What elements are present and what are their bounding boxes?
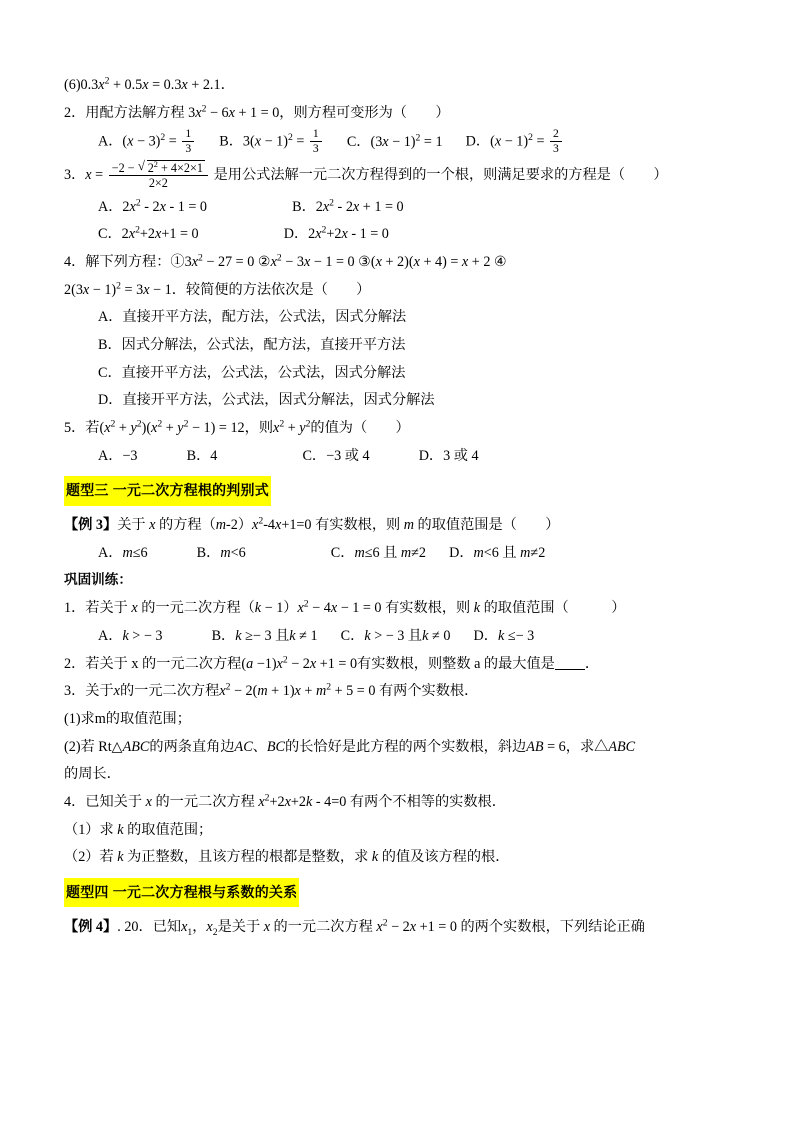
question-3-options-row2	[64, 221, 729, 249]
option-a[interactable]: A．$(x - 3)^2$ = $\frac{1}{3}$	[98, 127, 196, 156]
option-b[interactable]: B．$2x^2 - 2x + 1 = 0$	[292, 196, 404, 215]
option-c[interactable]: C．−3 或 4	[302, 447, 370, 464]
practice-label-text: 巩固训练：	[64, 572, 132, 588]
option-d[interactable]: D．m<6 且 m≠2	[449, 544, 546, 561]
question-4-option-c[interactable]: C．直接开平方法，公式法，公式法，因式分解法	[98, 364, 406, 381]
practice-1-options	[64, 623, 729, 651]
question-6: $(6)0.3x^2 + 0.5x = 0.3x + 2.1$．	[64, 75, 235, 93]
example-4-stem: 【例 4】. 20．已知$x_1$，$x_2$是关于 x 的一元二次方程 $x^2 - 2x +1 = 0$ 的两个实数根，下列结论正确	[64, 917, 645, 938]
practice-4-sub-2: （2）若 k 为正整数，且该方程的根都是整数，求 k 的值及该方程的根．	[64, 849, 510, 866]
option-d[interactable]: D．3 或 4	[418, 447, 479, 464]
question-3-options-row1	[64, 194, 729, 222]
option-c[interactable]: C．$2x^2+2x+1 = 0$	[98, 224, 199, 243]
option-b[interactable]: B．k ≥− 3 且k ≠ 1	[211, 627, 318, 644]
option-a[interactable]: A．m≤6	[98, 544, 148, 561]
question-2-options	[64, 127, 729, 156]
question-2-stem: 2．用配方法解方程 $3x^2 - 6x + 1 = 0$，则方程可变形为（ ）	[64, 102, 450, 121]
option-a[interactable]: A．−3	[98, 447, 138, 464]
section-heading-4: 题型四 一元二次方程根与系数的关系	[64, 878, 299, 907]
practice-4-stem: 4．已知关于 x 的一元二次方程 $x^2+2x+2k - 4=0$ 有两个不相等的实数根．	[64, 792, 506, 810]
question-4-option-b[interactable]: B．因式分解法，公式法，配方法，直接开平方法	[98, 336, 406, 353]
practice-3-sub-1: (1)求m的取值范围；	[64, 710, 191, 727]
section-heading-3-row	[64, 476, 729, 506]
practice-2-stem: 2．若关于 x 的一元二次方程$(a -1)x^2 - 2x +1 = 0$有实数根，则整数 a 的最大值是 ．	[64, 653, 600, 672]
question-5-options	[64, 443, 729, 471]
option-d[interactable]: D．k ≤− 3	[473, 627, 535, 644]
example-3-stem: 【例 3】关于 x 的方程$(m-2)x^2-4x+1=0$ 有实数根，则 m 的取值范围是（ ）	[64, 515, 560, 534]
option-c[interactable]: C．$(3x - 1)^2 = 1$	[346, 132, 443, 150]
practice-1-stem: 1．若关于 x 的一元二次方程$(k - 1)x^2 - 4x - 1 = 0$ 有实数根，则 k 的取值范围（ ）	[64, 598, 626, 617]
question-4-stem-line-1: 4．解下列方程：$①3x^2 - 27 = 0$ $②x^2 - 3x - 1 = 0$ ③(x + 2)(x + 4) = x + 2 ④	[64, 252, 507, 270]
question-3-stem: 3．x = $\frac{-2 - √ 2^2 + 4\times 2\times 1}{2\times 2}$ 是用公式法解一元二次方程得到的一个根，则满足要求的方程是（ ）	[64, 157, 729, 194]
option-c[interactable]: C．k > − 3 且k ≠ 0	[340, 627, 451, 644]
practice-label	[64, 567, 729, 595]
practice-4-sub-1: （1）求 k 的取值范围；	[64, 821, 213, 838]
practice-3-stem: 3．关于x的一元二次方程$x^2 - 2(m + 1)x + m^2 + 5 = 0$ 有两个实数根．	[64, 681, 479, 700]
option-a[interactable]: A．$2x^2 - 2x - 1 = 0$	[98, 196, 208, 215]
option-d[interactable]: D．$2x^2+2x - 1 = 0$	[283, 224, 389, 243]
answer-blank[interactable]	[555, 655, 585, 669]
question-3-stem-tail: 是用公式法解一元二次方程得到的一个根，则满足要求的方程是（ ）	[213, 166, 668, 183]
example-3-options	[64, 540, 729, 568]
question-4-option-a[interactable]: A．直接开平方法，配方法，公式法，因式分解法	[98, 309, 407, 326]
option-a[interactable]: A．k > − 3	[98, 627, 163, 644]
question-4-option-d[interactable]: D．直接开平方法，公式法，因式分解法，因式分解法	[98, 392, 435, 409]
document-content	[64, 72, 729, 941]
option-b[interactable]: B．m<6	[196, 544, 246, 561]
question-5-stem: 5．若$(x^2 + y^2)(x^2 + y^2 - 1) = 12$，则$x^2 + y^2$的值为（ ）	[64, 418, 410, 437]
option-d[interactable]: D．$(x - 1)^2$ = $\frac{2}{3}$	[466, 127, 564, 156]
question-4-stem-line-2: $2(3x - 1)^2 = 3x - 1$．较简便的方法依次是（ ）	[64, 279, 371, 298]
practice-3-sub-2-cont: 的周长．	[64, 766, 121, 783]
option-b[interactable]: B．4	[186, 447, 218, 464]
section-heading-4-row	[64, 878, 729, 908]
option-b[interactable]: B．$3(x - 1)^2$ = $\frac{1}{3}$	[219, 127, 323, 156]
section-heading-3: 题型三 一元二次方程根的判别式	[64, 476, 271, 505]
option-c[interactable]: C．m≤6 且 m≠2	[330, 544, 426, 561]
practice-3-sub-2: (2)若 Rt△ABC的两条直角边AC、BC的长恰好是此方程的两个实数根，斜边AB = 6，求△ABC	[64, 738, 636, 755]
